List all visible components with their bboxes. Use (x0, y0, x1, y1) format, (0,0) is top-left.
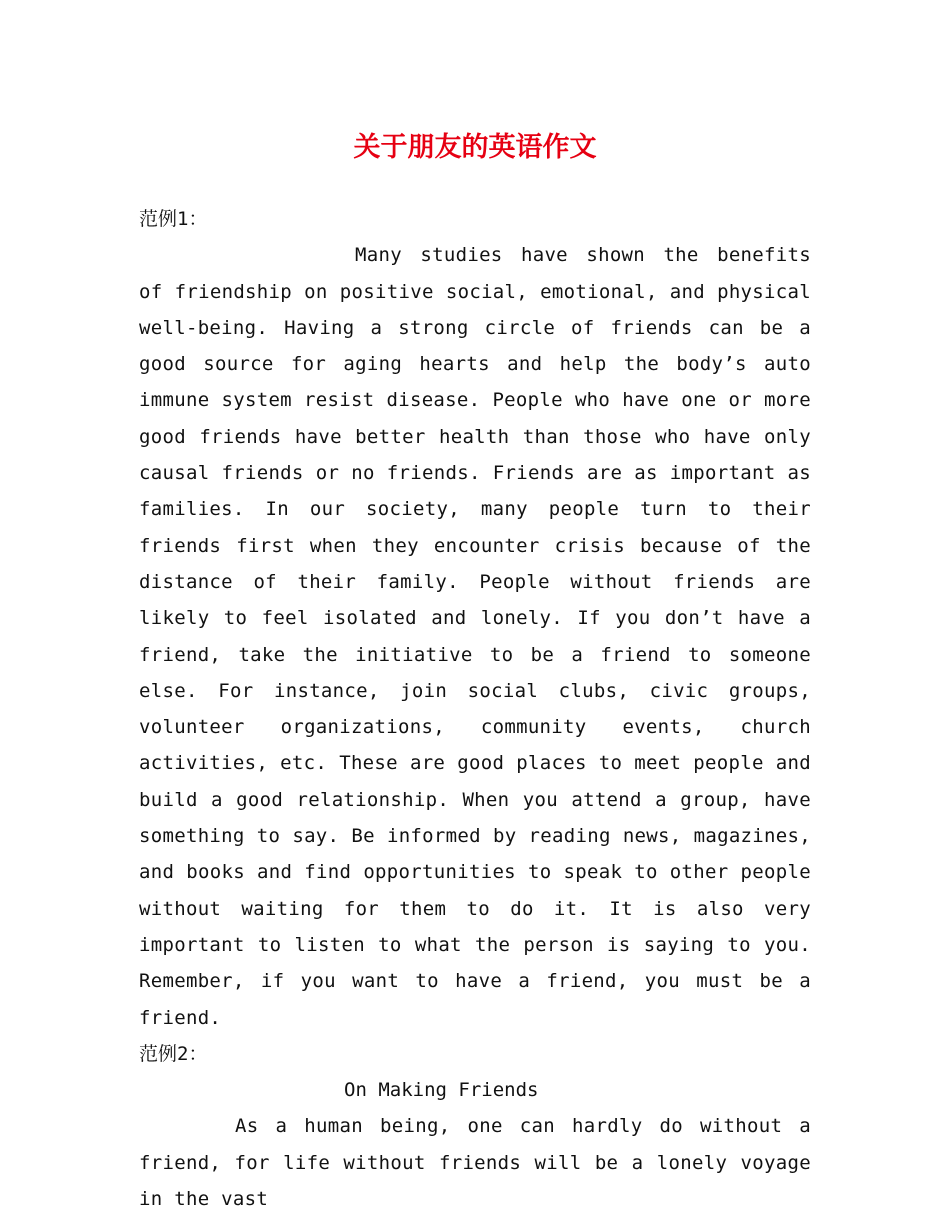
example-2-title: On Making Friends (344, 1079, 539, 1102)
example-1-label: 范例1： (139, 208, 208, 230)
example-2-label: 范例2： (139, 1042, 208, 1065)
example-1-paragraph: Many studies have shown the benefits of friendship on positive social, emotional, and physical well-being. Having a strong circle of friends can be a good source for aging hearts and help the body’s auto immune system resist disease. People who have one or more good friends have better health than those who have only causal friends or no friends. Friends are as important as families. In our society, many people turn to their friends first when they encounter crisis because of the distance of their family. People without friends are likely to feel isolated and lonely. If you don’t have a friend, take the initiative to be a friend to someone else. For instance, join social clubs, civic groups, volunteer organizations, community events, church activities, etc. These are good places to meet people and build a good relationship. When you attend a group, have something to say. Be informed by reading news, magazines, and books and find opportunities to speak to other people without waiting for them to do it. It is also very important to listen to what the person is saying to you. Remember, if you want to have a friend, you must be a friend. (139, 244, 811, 1029)
document-title: 关于朋友的英语作文 (353, 132, 597, 163)
document-body (139, 201, 811, 1217)
example-2-paragraph: As a human being, one can hardly do without a friend, for life without friends will be a lonely voyage in the vast (139, 1115, 811, 1211)
